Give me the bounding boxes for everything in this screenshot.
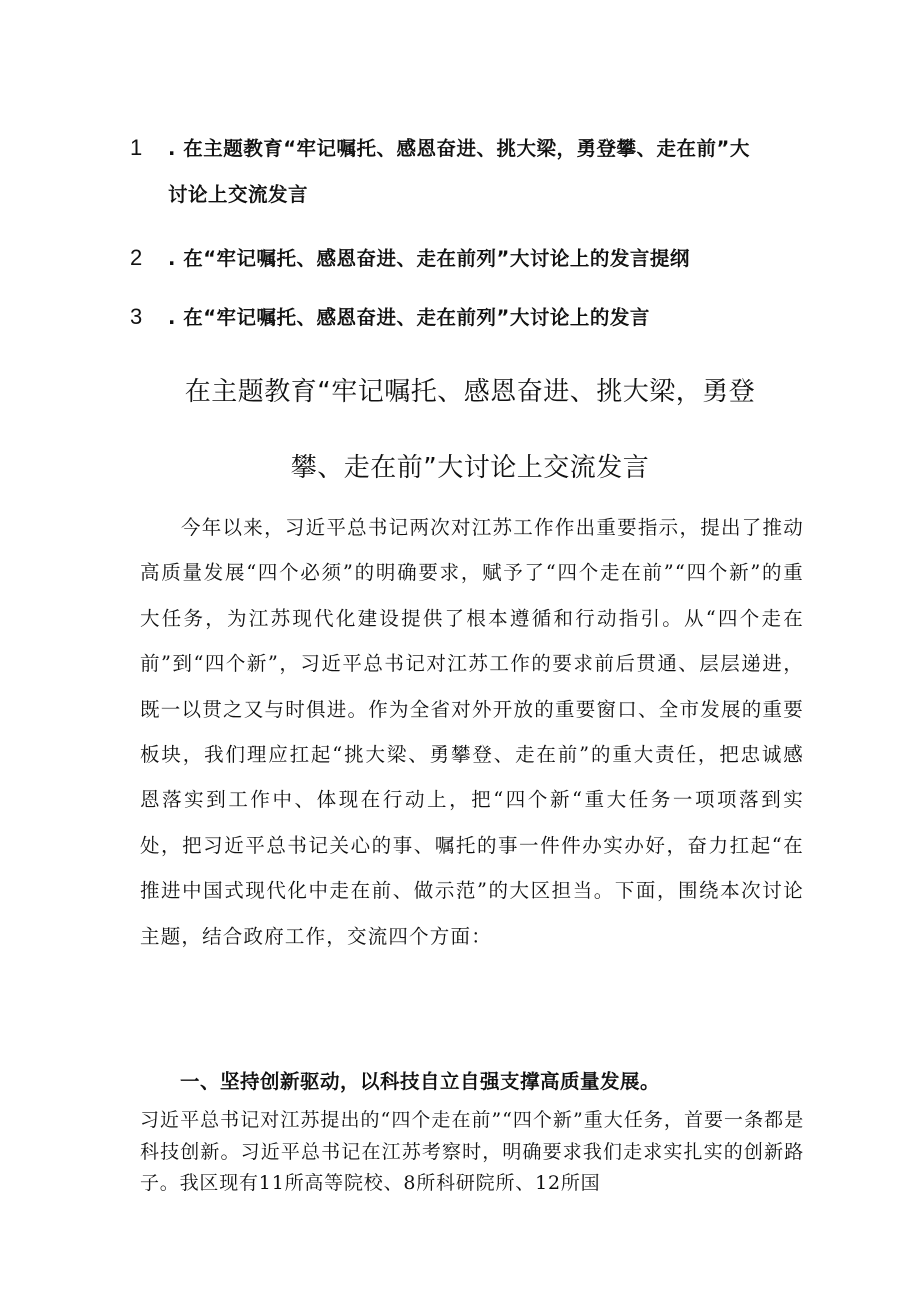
document-title-line-1: 在主题教育“牢记嘱托、感恩奋进、挑大梁，勇登 <box>184 377 756 407</box>
toc-text-continued: 讨论上交流发言 <box>168 183 309 206</box>
toc-number: 2 <box>130 245 143 270</box>
toc-text: . 在“牢记嘱托、感恩奋进、走在前列”大讨论上的发言提纲 <box>168 247 690 270</box>
toc-item-2[interactable] <box>130 243 810 271</box>
document-title-line-2: 攀、走在前”大讨论上交流发言 <box>290 453 650 483</box>
intro-paragraph: 今年以来，习近平总书记两次对江苏工作作出重要指示，提出了推动高质量发展“四个必须”的明确要求，赋予了“四个走在前”“四个新”的重大任务，为江苏现代化建设提供了根本遵循和行动指引。从“四个走在前”到“四个新”，习近平总书记对江苏工作的要求前后贯通、层层递进，既一以贯之又与时俱进。作为全省对外开放的重要窗口、全市发展的重要板块，我们理应扛起“挑大梁、勇攀登、走在前”的重大责任，把忠诚感恩落实到工作中、体现在行动上，把“四个新“重大任务一项项落到实处，把习近平总书记关心的事、嘱托的事一件件办实办好，奋力扛起“在推进中国式现代化中走在前、做示范”的大区担当。下面，围绕本次讨论主题，结合政府工作，交流四个方面： <box>140 516 804 948</box>
toc-item-3[interactable] <box>130 302 810 330</box>
section-heading-1: 一、坚持创新驱动，以科技自立自强支撑高质量发展。 <box>180 1070 661 1093</box>
toc-text: . 在“牢记嘱托、感恩奋进、走在前列”大讨论上的发言 <box>168 306 650 329</box>
toc-item-1[interactable] <box>130 133 810 206</box>
toc-number: 1 <box>130 135 143 160</box>
toc-text: . 在主题教育“牢记嘱托、感恩奋进、挑大梁，勇登攀、走在前”大 <box>168 137 750 160</box>
section-paragraph-1: 习近平总书记对江苏提出的“四个走在前”“四个新”重大任务，首要一条都是科技创新。习近平总书记在江苏考察时，明确要求我们走求实扎实的创新路子。我区现有11所高等院校、8所科研院所、12所国 <box>140 1109 804 1194</box>
toc-number: 3 <box>130 304 143 329</box>
